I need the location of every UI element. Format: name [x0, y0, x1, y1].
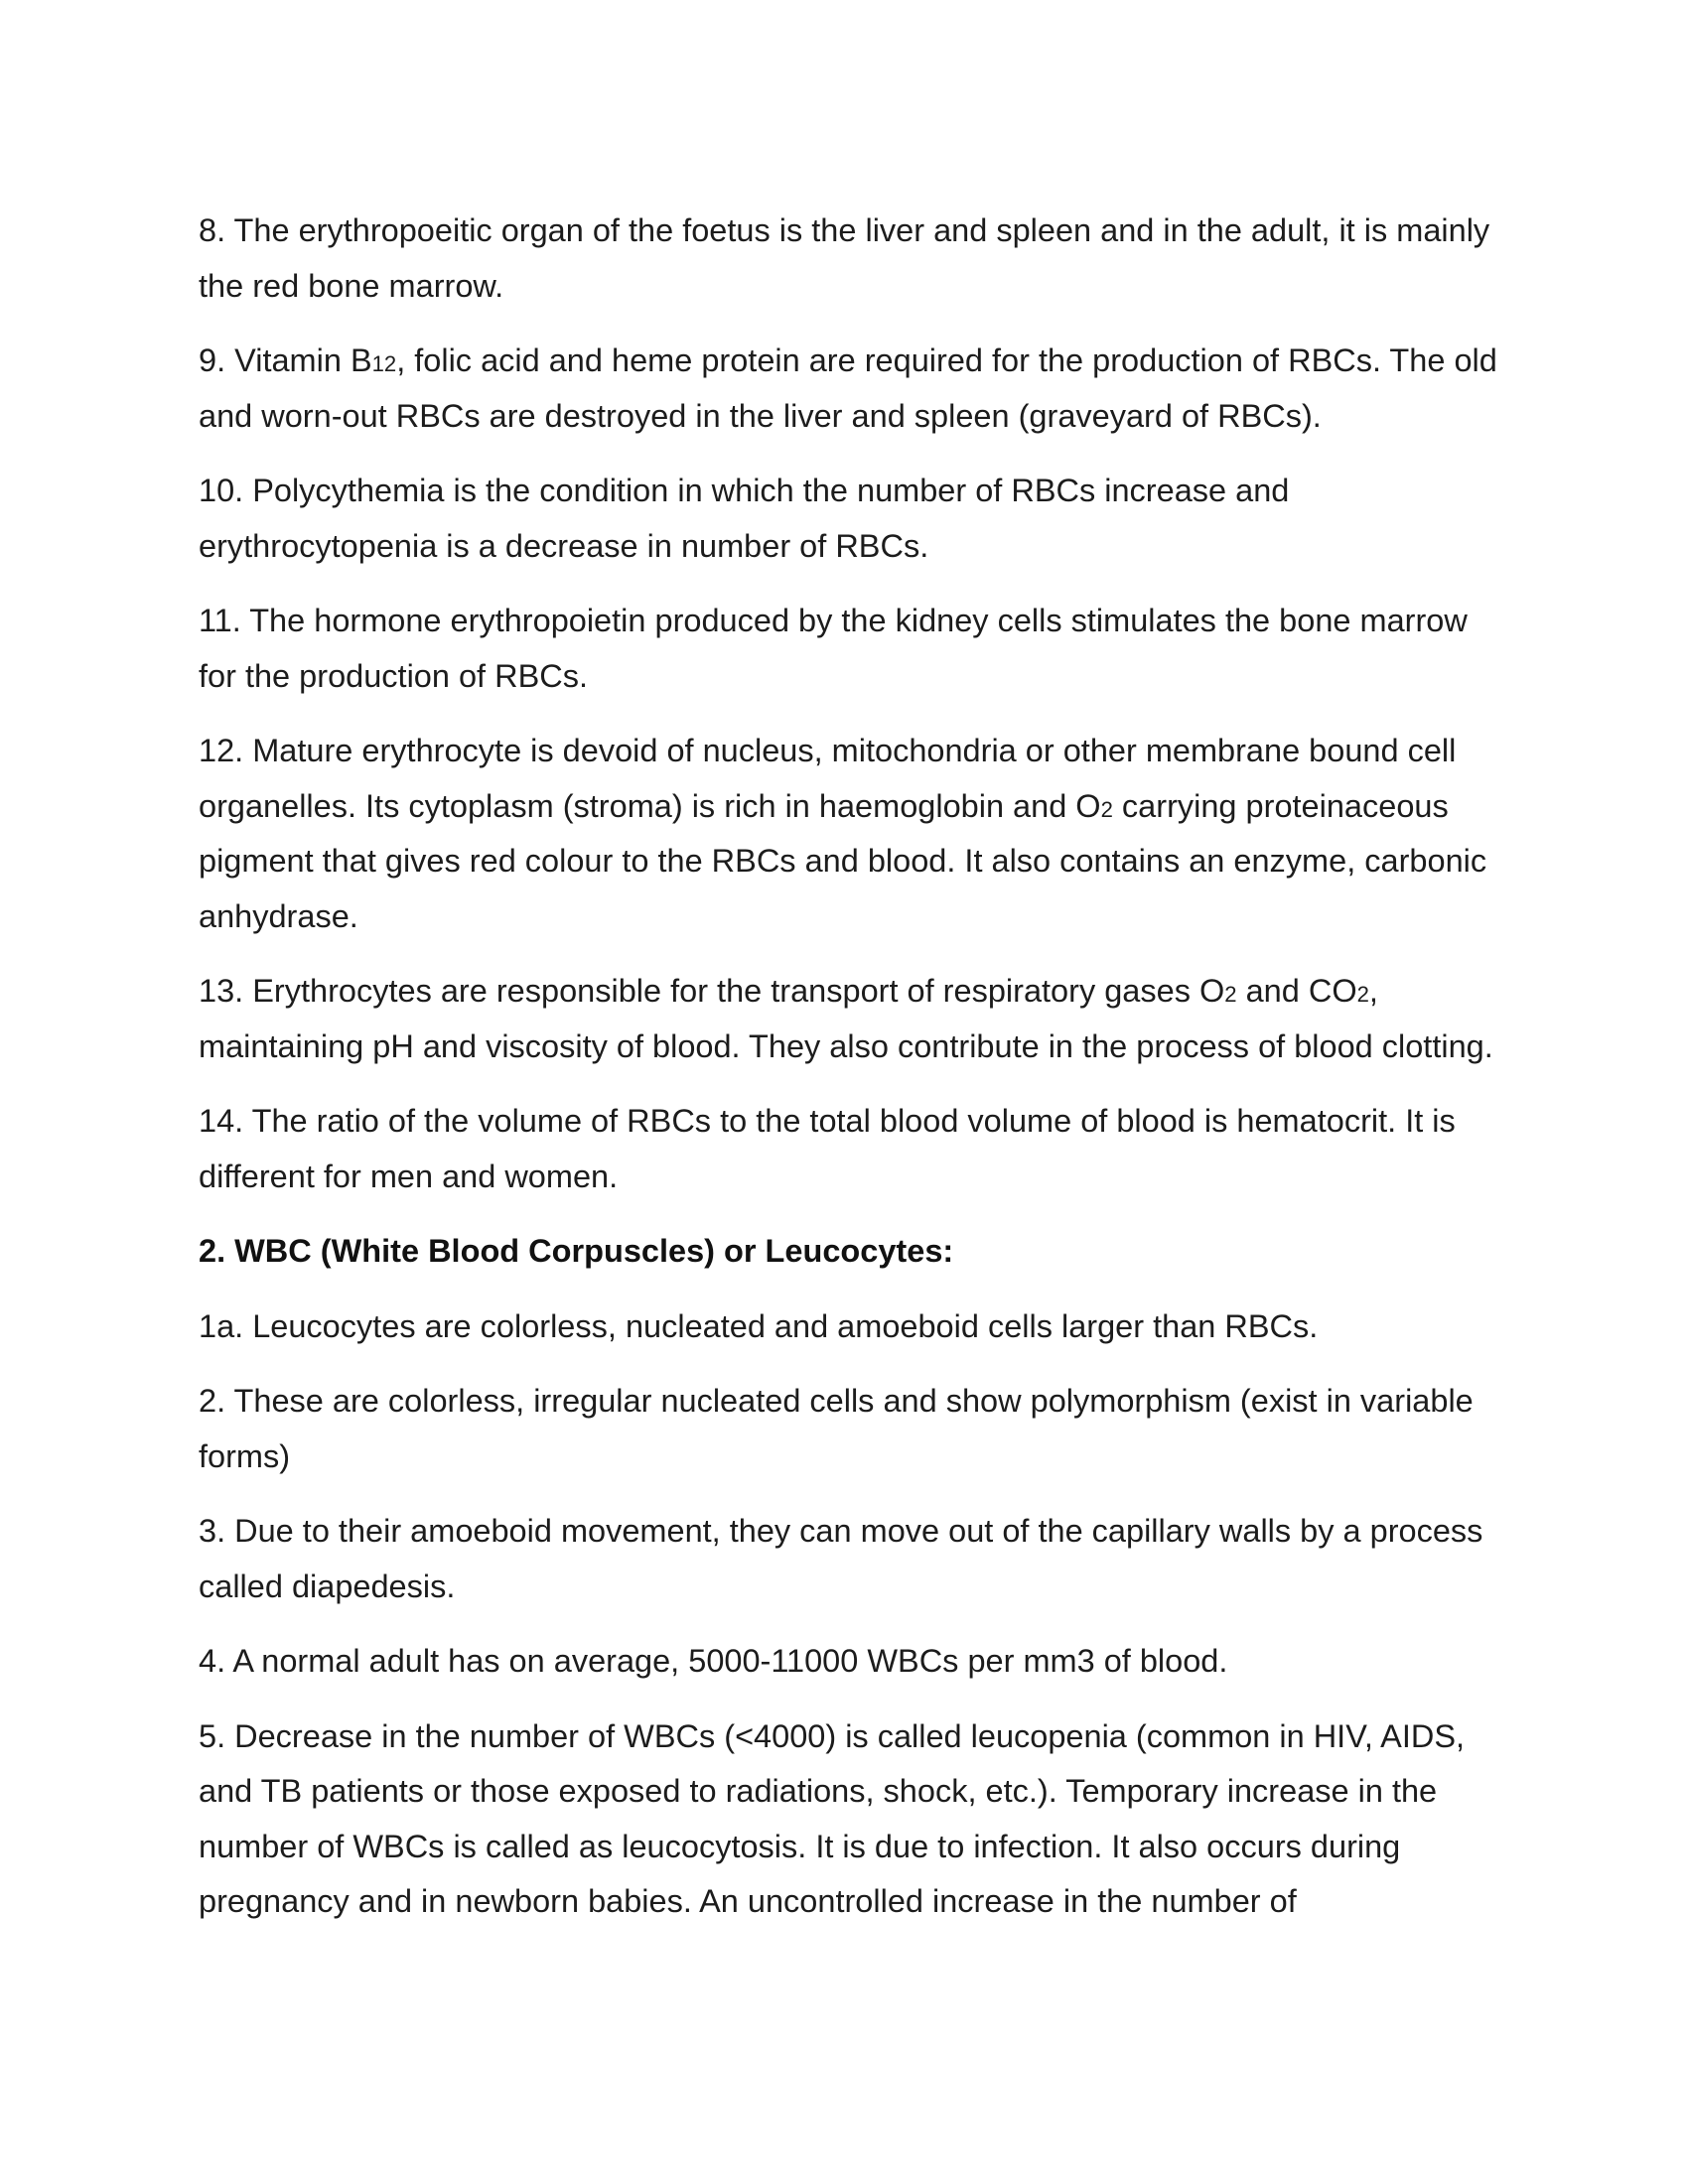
paragraph-12-part-c: carrying proteinaceous pigment that gives red colour to the RBCs and blood. It also contains an enzyme, carbonic anhydrase.: [199, 787, 1487, 934]
wbc-paragraph-4: 4. A normal adult has on average, 5000-11000 WBCs per mm3 of blood.: [199, 1643, 1228, 1679]
paragraph-14: 14. The ratio of the volume of RBCs to the total blood volume of blood is hematocrit. It is different for men and women.: [199, 1103, 1456, 1194]
paragraph-12-part-a: 12. Mature erythrocyte is devoid of nucleus, mitochondria or other membrane bound cell organelles. Its cytoplasm (stroma) is rich in haemoglobin and O: [199, 733, 1457, 824]
paragraph-12: [199, 724, 1499, 944]
paragraph-8: 8. The erythropoeitic organ of the foetus is the liver and spleen and in the adult, it is mainly the red bone marrow.: [199, 212, 1490, 304]
subscript-2-o2: 2: [1224, 982, 1237, 1007]
subscript-12: 12: [371, 351, 397, 376]
section-heading-wbc: 2. WBC (White Blood Corpuscles) or Leucocytes:: [199, 1233, 954, 1269]
paragraph-9-part-a: 9. Vitamin B: [199, 342, 372, 378]
paragraph-13-part-e: , maintaining pH and viscosity of blood. They also contribute in the process of blood clotting.: [199, 973, 1493, 1064]
document-page: [199, 204, 1499, 1950]
paragraph-13-part-c: and CO: [1236, 973, 1357, 1009]
wbc-paragraph-3: 3. Due to their amoeboid movement, they can move out of the capillary walls by a process called diapedesis.: [199, 1513, 1483, 1604]
subscript-2: 2: [1100, 796, 1113, 822]
wbc-paragraph-5: 5. Decrease in the number of WBCs (<4000) is called leucopenia (common in HIV, AIDS, and TB patients or those exposed to radiations, shock, etc.). Temporary increase in the number of WBCs is called as leucocytosis. It is due to infection. It also occurs during pregnancy and in newborn babies. An uncontrolled increase in the number of: [199, 1717, 1466, 1919]
wbc-paragraph-2: 2. These are colorless, irregular nucleated cells and show polymorphism (exist in variable forms): [199, 1383, 1474, 1474]
paragraph-9: [199, 334, 1499, 444]
paragraph-11: 11. The hormone erythropoietin produced by the kidney cells stimulates the bone marrow for the production of RBCs.: [199, 603, 1468, 694]
paragraph-10: 10. Polycythemia is the condition in which the number of RBCs increase and erythrocytopenia is a decrease in number of RBCs.: [199, 473, 1290, 564]
subscript-2-co2: 2: [1356, 982, 1369, 1007]
wbc-paragraph-1a: 1a. Leucocytes are colorless, nucleated and amoeboid cells larger than RBCs.: [199, 1307, 1319, 1344]
paragraph-13: [199, 964, 1499, 1074]
paragraph-9-part-c: , folic acid and heme protein are required for the production of RBCs. The old and worn-out RBCs are destroyed in the liver and spleen (graveyard of RBCs).: [199, 342, 1497, 434]
paragraph-13-part-a: 13. Erythrocytes are responsible for the transport of respiratory gases O: [199, 973, 1225, 1009]
